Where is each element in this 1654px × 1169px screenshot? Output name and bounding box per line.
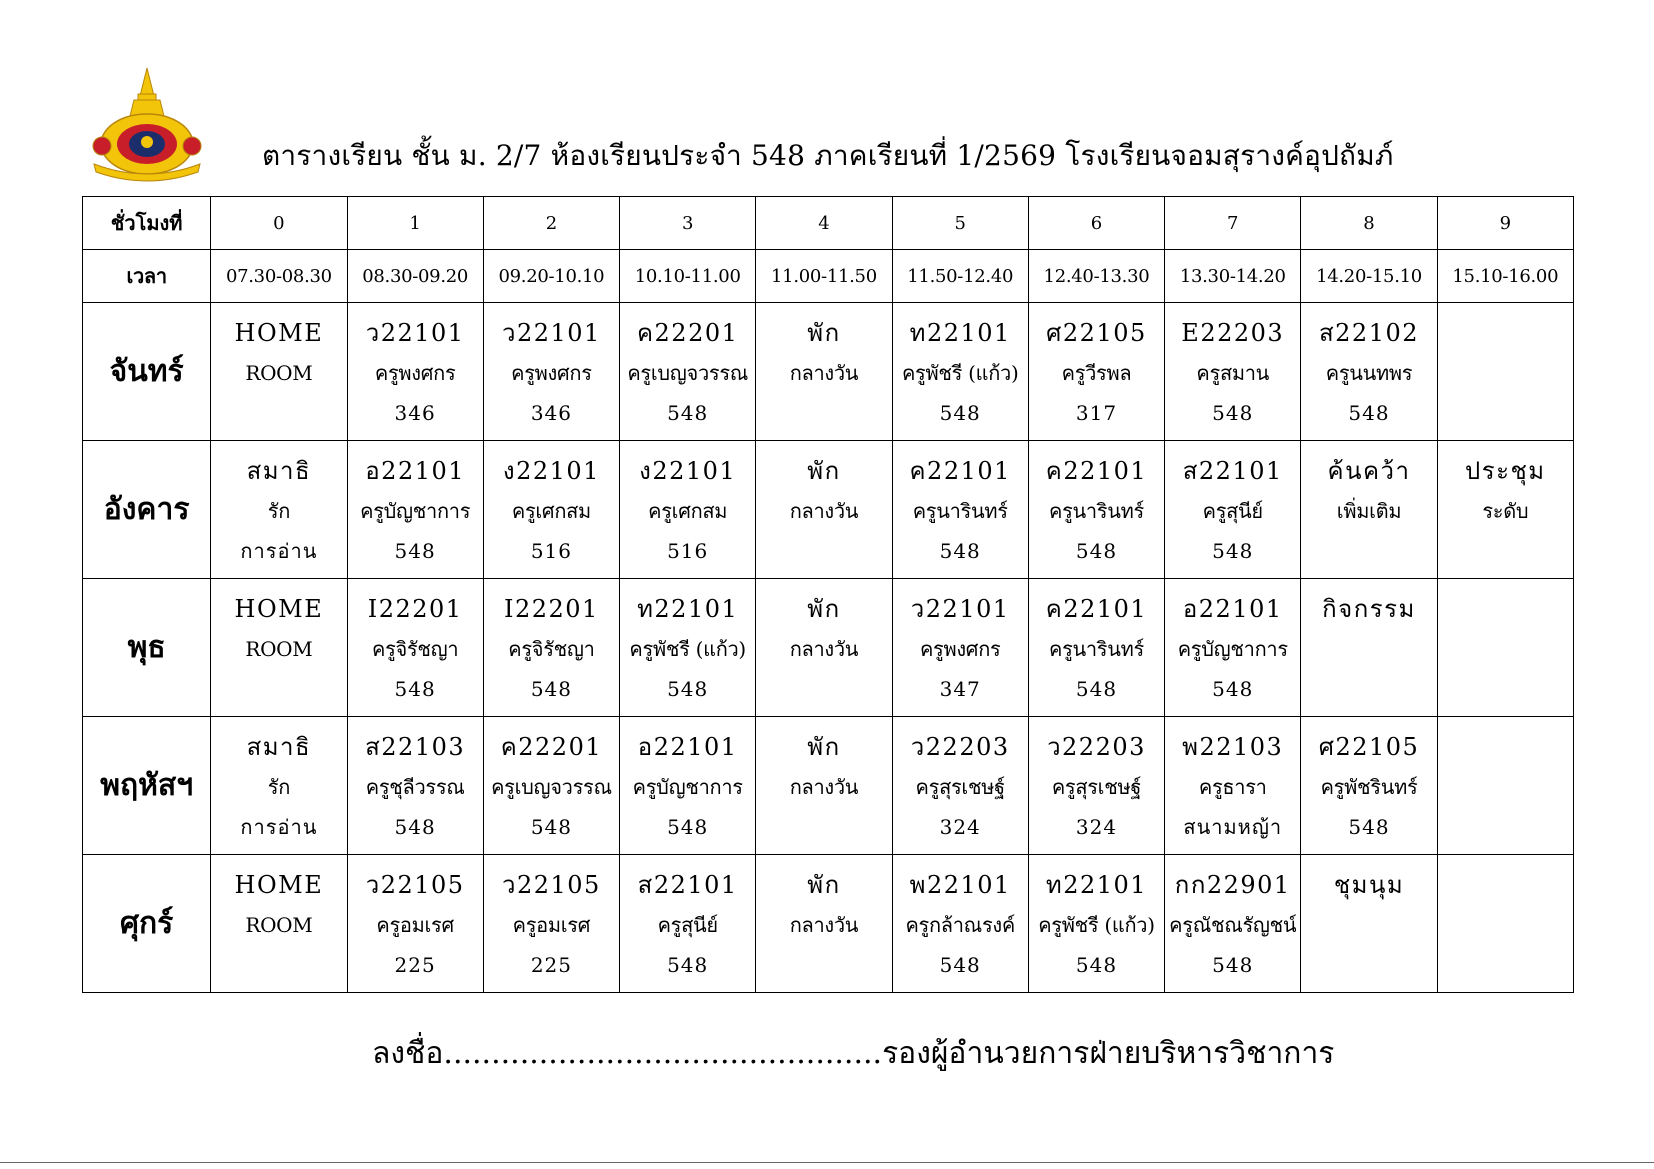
cell-line-l3: 548 bbox=[1212, 539, 1254, 563]
cell-content bbox=[1301, 441, 1436, 531]
schedule-cell bbox=[483, 717, 619, 855]
cell-line-l2: ROOM bbox=[245, 913, 313, 937]
day-label: อังคาร bbox=[83, 441, 211, 579]
schedule-cell bbox=[483, 303, 619, 441]
cell-content bbox=[211, 855, 346, 945]
cell-line-l1: ส22102 bbox=[1319, 319, 1419, 347]
document-title: ตารางเรียน ชั้น ม. 2/7 ห้องเรียนประจำ 548 ภาคเรียนที่ 1/2569 โรงเรียนจอมสุรางค์อุปถัมภ์ bbox=[262, 139, 1394, 172]
cell-line-l3: 548 bbox=[1075, 677, 1118, 701]
schedule-cell bbox=[347, 303, 483, 441]
class-schedule-table bbox=[82, 196, 1574, 993]
time-slot: 07.30-08.30 bbox=[211, 250, 347, 303]
cell-line-l1: ว22203 bbox=[1047, 733, 1146, 761]
cell-line-l2: ครูเบญจวรรณ bbox=[627, 361, 749, 385]
cell-line-l1: อ22101 bbox=[1182, 595, 1283, 623]
cell-line-l1: ท22101 bbox=[637, 595, 739, 623]
cell-line-l2: ครูนนทพร bbox=[1325, 361, 1413, 385]
cell-line-l1: I22201 bbox=[504, 595, 599, 623]
cell-line-l3: 548 bbox=[1212, 953, 1254, 977]
cell-content bbox=[1438, 579, 1573, 589]
cell-line-l3: 548 bbox=[394, 539, 436, 563]
period-number: 1 bbox=[347, 197, 483, 250]
cell-line-l2: ครูพงศกร bbox=[511, 361, 592, 385]
schedule-cell bbox=[1165, 855, 1301, 993]
cell-content bbox=[620, 717, 755, 847]
cell-line-l1: พัก bbox=[807, 319, 841, 347]
cell-line-l1: สมาธิ bbox=[246, 457, 312, 485]
schedule-cell bbox=[1165, 717, 1301, 855]
schedule-cell bbox=[211, 303, 347, 441]
cell-content bbox=[1438, 855, 1573, 865]
day-label: จันทร์ bbox=[83, 303, 211, 441]
cell-line-l1: ง22101 bbox=[639, 457, 737, 485]
cell-content bbox=[893, 303, 1028, 433]
cell-line-l2: ครูบัญชาการ bbox=[632, 775, 743, 799]
cell-line-l2: ROOM bbox=[245, 361, 313, 385]
cell-line-l2: ครูสุนีย์ bbox=[1202, 499, 1263, 523]
cell-line-l3: 346 bbox=[394, 401, 436, 425]
cell-line-l1: พัก bbox=[807, 733, 841, 761]
cell-line-l2: ระดับ bbox=[1482, 499, 1529, 523]
schedule-cell bbox=[1301, 579, 1437, 717]
cell-line-l2: กลางวัน bbox=[789, 913, 859, 937]
cell-line-l3: 548 bbox=[939, 401, 981, 425]
cell-content bbox=[893, 579, 1028, 709]
day-label: พุธ bbox=[83, 579, 211, 717]
cell-content bbox=[1029, 717, 1164, 847]
cell-content bbox=[211, 303, 346, 393]
cell-line-l1: พัก bbox=[807, 457, 841, 485]
cell-line-l3: 548 bbox=[1348, 815, 1390, 839]
cell-line-l3: 548 bbox=[939, 539, 981, 563]
cell-line-l1: ชุมนุม bbox=[1333, 871, 1405, 899]
cell-line-l1: ค22101 bbox=[1045, 457, 1148, 485]
cell-content bbox=[348, 303, 483, 433]
cell-line-l2: ครูบัญชาการ bbox=[1177, 637, 1288, 661]
cell-line-l1: อ22101 bbox=[637, 733, 738, 761]
schedule-cell bbox=[756, 717, 892, 855]
cell-line-l3: 225 bbox=[530, 953, 572, 977]
schedule-cell bbox=[211, 579, 347, 717]
schedule-cell bbox=[347, 441, 483, 579]
cell-line-l1: ส22101 bbox=[637, 871, 738, 899]
cell-content bbox=[484, 579, 619, 709]
schedule-cell bbox=[620, 303, 756, 441]
cell-line-l2: ครูชุลีวรรณ bbox=[365, 775, 465, 799]
time-slot: 15.10-16.00 bbox=[1437, 250, 1573, 303]
cell-line-l3: 548 bbox=[530, 815, 572, 839]
schedule-cell bbox=[211, 717, 347, 855]
cell-content bbox=[211, 579, 346, 669]
cell-line-l1: HOME bbox=[234, 319, 324, 347]
cell-content bbox=[211, 717, 346, 847]
cell-content bbox=[620, 303, 755, 433]
cell-line-l3: การอ่าน bbox=[240, 539, 318, 563]
cell-line-l2: ครูพัชรี (แก้ว) bbox=[629, 637, 746, 661]
schedule-cell bbox=[756, 441, 892, 579]
cell-content bbox=[211, 441, 346, 571]
cell-content bbox=[1165, 579, 1300, 709]
cell-content bbox=[1301, 579, 1436, 629]
cell-line-l3: 324 bbox=[1075, 815, 1118, 839]
schedule-cell bbox=[1437, 717, 1573, 855]
cell-line-l3: 225 bbox=[394, 953, 436, 977]
cell-line-l2: ครูจิรัชญา bbox=[371, 637, 459, 661]
cell-line-l3: 516 bbox=[530, 539, 572, 563]
cell-content bbox=[484, 855, 619, 985]
schedule-cell bbox=[620, 717, 756, 855]
cell-line-l1: ว22105 bbox=[502, 871, 601, 899]
cell-line-l1: พัก bbox=[807, 871, 841, 899]
cell-line-l2: ครูสุรเชษฐ์ bbox=[915, 775, 1005, 799]
cell-line-l2: ครูสุรเชษฐ์ bbox=[1051, 775, 1142, 799]
cell-content bbox=[620, 855, 755, 985]
cell-line-l3: 548 bbox=[667, 677, 709, 701]
day-row bbox=[83, 579, 1574, 717]
cell-content bbox=[1165, 303, 1300, 433]
period-number: 4 bbox=[756, 197, 892, 250]
schedule-cell bbox=[347, 855, 483, 993]
cell-line-l3: 548 bbox=[394, 677, 436, 701]
cell-line-l1: ค22201 bbox=[636, 319, 739, 347]
cell-content bbox=[756, 579, 891, 669]
cell-line-l2: ครูนารินทร์ bbox=[1048, 499, 1144, 523]
cell-content bbox=[893, 441, 1028, 571]
time-slot: 11.00-11.50 bbox=[756, 250, 892, 303]
cell-line-l1: ส22103 bbox=[365, 733, 466, 761]
period-number: 6 bbox=[1028, 197, 1164, 250]
cell-content bbox=[348, 579, 483, 709]
schedule-cell bbox=[1028, 717, 1164, 855]
signature-line: ลงชื่อ..............................................รองผู้อำนวยการฝ่ายบริหารวิชาการ bbox=[372, 1036, 1335, 1071]
cell-line-l2: ครูพัชรี (แก้ว) bbox=[901, 361, 1019, 385]
cell-line-l3: 548 bbox=[1348, 401, 1390, 425]
cell-line-l2: ครูสมาน bbox=[1196, 361, 1270, 385]
cell-content bbox=[756, 303, 891, 393]
day-label: พฤหัสฯ bbox=[83, 717, 211, 855]
cell-line-l2: ครูสุนีย์ bbox=[657, 913, 718, 937]
cell-line-l2: รัก bbox=[267, 775, 291, 799]
schedule-cell bbox=[1437, 441, 1573, 579]
cell-line-l3: 548 bbox=[1075, 953, 1118, 977]
cell-line-l1: ส22101 bbox=[1182, 457, 1283, 485]
cell-line-l2: ครูอมเรศ bbox=[512, 913, 591, 937]
day-row bbox=[83, 717, 1574, 855]
cell-content bbox=[1301, 303, 1436, 433]
period-number: 8 bbox=[1301, 197, 1437, 250]
schedule-cell bbox=[620, 855, 756, 993]
cell-line-l1: ท22101 bbox=[1045, 871, 1148, 899]
schedule-cell bbox=[756, 579, 892, 717]
cell-content bbox=[348, 717, 483, 847]
schedule-cell bbox=[892, 855, 1028, 993]
schedule-cell bbox=[892, 579, 1028, 717]
cell-line-l1: ค22201 bbox=[500, 733, 603, 761]
schedule-cell bbox=[1301, 303, 1437, 441]
schedule-cell bbox=[756, 303, 892, 441]
cell-line-l1: E22203 bbox=[1181, 319, 1285, 347]
schedule-cell bbox=[620, 441, 756, 579]
school-logo bbox=[84, 66, 210, 190]
cell-content bbox=[1165, 441, 1300, 571]
schedule-cell bbox=[211, 441, 347, 579]
cell-line-l1: HOME bbox=[234, 595, 324, 623]
cell-line-l2: ครูพงศกร bbox=[919, 637, 1001, 661]
cell-line-l1: ศ22105 bbox=[1046, 319, 1147, 347]
schedule-cell bbox=[892, 441, 1028, 579]
cell-line-l3: การอ่าน bbox=[240, 815, 318, 839]
cell-line-l1: พ22103 bbox=[1182, 733, 1284, 761]
cell-content bbox=[1165, 855, 1300, 985]
period-header-row bbox=[83, 197, 1574, 250]
time-row bbox=[83, 250, 1574, 303]
cell-content bbox=[1029, 855, 1164, 985]
cell-content bbox=[1165, 717, 1300, 847]
period-label: ชั่วโมงที่ bbox=[83, 197, 211, 250]
time-label: เวลา bbox=[83, 250, 211, 303]
cell-content bbox=[756, 855, 891, 945]
cell-line-l2: ครูพัชรินทร์ bbox=[1320, 775, 1418, 799]
day-row bbox=[83, 441, 1574, 579]
period-number: 7 bbox=[1165, 197, 1301, 250]
schedule-cell bbox=[1301, 855, 1437, 993]
cell-line-l1: กก22901 bbox=[1174, 871, 1291, 899]
schedule-cell bbox=[347, 717, 483, 855]
cell-line-l1: ว22101 bbox=[365, 319, 465, 347]
cell-content bbox=[1029, 579, 1164, 709]
cell-line-l1: ค้นคว้า bbox=[1327, 457, 1411, 485]
schedule-cell bbox=[1028, 303, 1164, 441]
schedule-cell bbox=[1028, 579, 1164, 717]
period-number: 2 bbox=[483, 197, 619, 250]
cell-line-l1: I22201 bbox=[367, 595, 463, 623]
schedule-cell bbox=[211, 855, 347, 993]
cell-line-l2: ครูนารินทร์ bbox=[1048, 637, 1144, 661]
cell-line-l3: สนามหญ้า bbox=[1183, 815, 1283, 839]
cell-line-l1: ศ22105 bbox=[1318, 733, 1420, 761]
cell-content bbox=[1029, 441, 1164, 571]
cell-line-l2: ครูนารินทร์ bbox=[912, 499, 1008, 523]
cell-content bbox=[1438, 717, 1573, 727]
cell-line-l2: ครูเศกสม bbox=[511, 499, 591, 523]
cell-line-l1: ว22101 bbox=[910, 595, 1010, 623]
cell-line-l3: 346 bbox=[530, 401, 572, 425]
period-number: 3 bbox=[620, 197, 756, 250]
schedule-cell bbox=[1165, 441, 1301, 579]
time-slot: 10.10-11.00 bbox=[620, 250, 756, 303]
cell-line-l3: 548 bbox=[530, 677, 572, 701]
cell-line-l3: 548 bbox=[939, 953, 981, 977]
cell-content bbox=[484, 441, 619, 571]
cell-line-l2: กลางวัน bbox=[789, 637, 859, 661]
time-slot: 08.30-09.20 bbox=[347, 250, 483, 303]
cell-line-l2: กลางวัน bbox=[789, 775, 859, 799]
cell-line-l3: 548 bbox=[667, 815, 709, 839]
cell-line-l2: ครูพัชรี (แก้ว) bbox=[1038, 913, 1155, 937]
cell-line-l2: ครูจิรัชญา bbox=[508, 637, 595, 661]
period-number: 0 bbox=[211, 197, 347, 250]
cell-line-l1: อ22101 bbox=[365, 457, 466, 485]
time-slot: 11.50-12.40 bbox=[892, 250, 1028, 303]
cell-line-l3: 548 bbox=[667, 953, 709, 977]
cell-line-l3: 516 bbox=[667, 539, 709, 563]
cell-line-l1: สมาธิ bbox=[246, 733, 312, 761]
cell-line-l1: พัก bbox=[807, 595, 841, 623]
cell-line-l2: กลางวัน bbox=[789, 361, 859, 385]
cell-content bbox=[756, 441, 891, 531]
schedule-cell bbox=[1301, 441, 1437, 579]
cell-line-l3: 317 bbox=[1075, 401, 1118, 425]
cell-content bbox=[620, 441, 755, 571]
day-label: ศุกร์ bbox=[83, 855, 211, 993]
cell-line-l1: ประชุม bbox=[1465, 457, 1546, 485]
cell-line-l1: ว22101 bbox=[502, 319, 601, 347]
time-slot: 13.30-14.20 bbox=[1165, 250, 1301, 303]
cell-line-l1: พ22101 bbox=[909, 871, 1011, 899]
cell-line-l2: ครูพงศกร bbox=[374, 361, 456, 385]
cell-content bbox=[1438, 441, 1573, 531]
cell-line-l2: ครูณัชณรัญชน์ bbox=[1169, 913, 1297, 937]
schedule-cell bbox=[347, 579, 483, 717]
period-number: 9 bbox=[1437, 197, 1573, 250]
schedule-cell bbox=[756, 855, 892, 993]
day-row bbox=[83, 855, 1574, 993]
time-slot: 09.20-10.10 bbox=[483, 250, 619, 303]
cell-line-l1: ค22101 bbox=[1045, 595, 1148, 623]
cell-line-l3: 548 bbox=[667, 401, 709, 425]
cell-line-l2: รัก bbox=[267, 499, 291, 523]
cell-line-l1: ว22203 bbox=[910, 733, 1010, 761]
schedule-cell bbox=[483, 441, 619, 579]
schedule-cell bbox=[1165, 579, 1301, 717]
cell-line-l1: ง22101 bbox=[502, 457, 600, 485]
cell-line-l3: 548 bbox=[1212, 677, 1254, 701]
cell-line-l2: ครูอมเรศ bbox=[376, 913, 454, 937]
period-number: 5 bbox=[892, 197, 1028, 250]
schedule-cell bbox=[620, 579, 756, 717]
cell-line-l1: ค22101 bbox=[909, 457, 1011, 485]
cell-content bbox=[620, 579, 755, 709]
schedule-cell bbox=[1301, 717, 1437, 855]
cell-content bbox=[1301, 855, 1436, 905]
cell-content bbox=[756, 717, 891, 807]
cell-line-l2: กลางวัน bbox=[789, 499, 859, 523]
cell-line-l2: ครูเศกสม bbox=[648, 499, 728, 523]
time-slot: 14.20-15.10 bbox=[1301, 250, 1437, 303]
schedule-cell bbox=[483, 579, 619, 717]
cell-content bbox=[1438, 303, 1573, 313]
cell-line-l2: ครูวีรพล bbox=[1061, 361, 1132, 385]
cell-line-l3: 347 bbox=[939, 677, 981, 701]
cell-content bbox=[1029, 303, 1164, 433]
schedule-cell bbox=[1028, 441, 1164, 579]
cell-line-l3: 548 bbox=[1212, 401, 1254, 425]
schedule-cell bbox=[1165, 303, 1301, 441]
cell-line-l3: 324 bbox=[939, 815, 981, 839]
cell-line-l2: ครูกล้าณรงค์ bbox=[905, 913, 1015, 937]
cell-line-l2: ครูเบญจวรรณ bbox=[491, 775, 612, 799]
cell-content bbox=[348, 855, 483, 985]
cell-content bbox=[484, 303, 619, 433]
schedule-cell bbox=[1437, 579, 1573, 717]
page-bottom-rule bbox=[0, 1162, 1654, 1163]
schedule-cell bbox=[1437, 303, 1573, 441]
schedule-cell bbox=[483, 855, 619, 993]
cell-line-l1: ว22105 bbox=[365, 871, 465, 899]
cell-content bbox=[484, 717, 619, 847]
cell-line-l2: เพิ่มเติม bbox=[1336, 499, 1402, 523]
cell-line-l1: ท22101 bbox=[909, 319, 1011, 347]
cell-line-l1: กิจกรรม bbox=[1322, 595, 1416, 623]
schedule-cell bbox=[1028, 855, 1164, 993]
cell-content bbox=[1301, 717, 1436, 847]
cell-line-l3: 548 bbox=[1075, 539, 1118, 563]
schedule-cell bbox=[1437, 855, 1573, 993]
schedule-cell bbox=[892, 717, 1028, 855]
cell-line-l3: 548 bbox=[394, 815, 436, 839]
cell-line-l2: ครูธารา bbox=[1198, 775, 1267, 799]
time-slot: 12.40-13.30 bbox=[1028, 250, 1164, 303]
cell-line-l1: HOME bbox=[234, 871, 324, 899]
cell-content bbox=[893, 855, 1028, 985]
day-row bbox=[83, 303, 1574, 441]
cell-content bbox=[348, 441, 483, 571]
cell-line-l2: ROOM bbox=[245, 637, 313, 661]
schedule-cell bbox=[892, 303, 1028, 441]
cell-line-l2: ครูบัญชาการ bbox=[360, 499, 471, 523]
cell-content bbox=[893, 717, 1028, 847]
